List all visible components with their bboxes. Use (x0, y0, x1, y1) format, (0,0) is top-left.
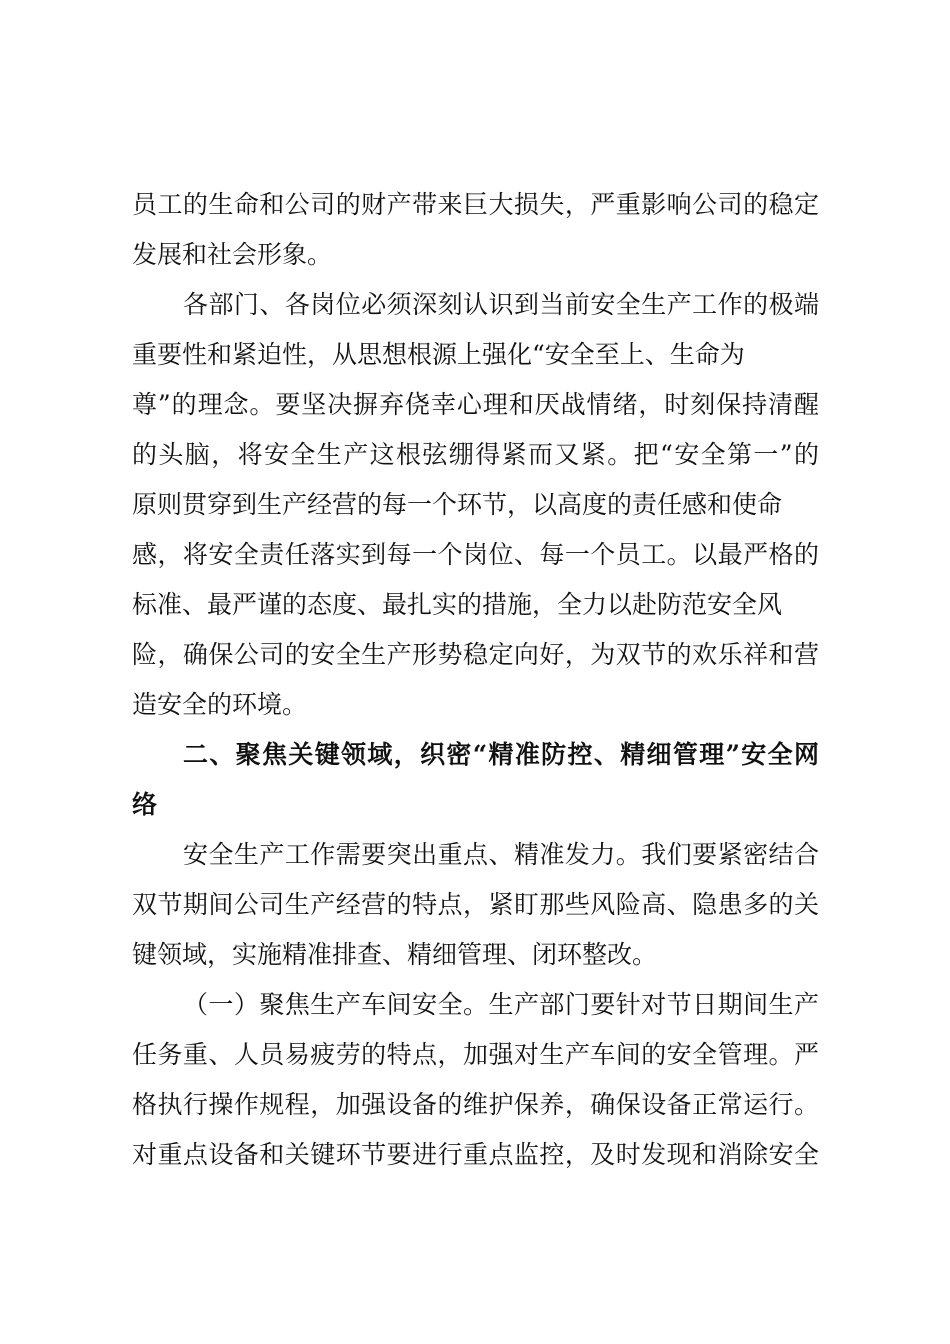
text-line: 员工的生命和公司的财产带来巨大损失，严重影响公司的稳定 (132, 190, 819, 219)
heading-line: 二、聚焦关键领域，织密“精准防控、精细管理”安全网 (183, 740, 819, 769)
text-line: 对重点设备和关键环节要进行重点监控，及时发现和消除安全 (132, 1140, 819, 1169)
text-line: 任务重、人员易疲劳的特点，加强对生产车间的安全管理。严 (132, 1040, 819, 1069)
paragraph (132, 980, 819, 1180)
document-body (132, 180, 819, 1180)
text-line: 原则贯穿到生产经营的每一个环节，以高度的责任感和使命 (132, 490, 783, 519)
heading-line: 络 (132, 790, 158, 819)
paragraph (132, 830, 819, 980)
text-line: 重要性和紧迫性，从思想根源上强化“安全至上、生命为 (132, 340, 745, 369)
text-line: 尊”的理念。要坚决摒弃侥幸心理和厌战情绪，时刻保持清醒 (132, 390, 819, 419)
text-line: 格执行操作规程，加强设备的维护保养，确保设备正常运行。 (132, 1090, 819, 1119)
section-heading (132, 730, 819, 830)
text-line: 的头脑，将安全生产这根弦绷得紧而又紧。把“安全第一”的 (132, 440, 819, 469)
text-line: 感，将安全责任落实到每一个岗位、每一个员工。以最严格的 (132, 540, 819, 569)
text-line: 键领域，实施精准排查、精细管理、闭环整改。 (132, 940, 658, 969)
text-line: 标准、最严谨的态度、最扎实的措施，全力以赴防范安全风 (132, 590, 783, 619)
text-line: 各部门、各岗位必须深刻认识到当前安全生产工作的极端 (183, 290, 819, 319)
paragraph-continuation (132, 180, 819, 280)
text-line: 造安全的环境。 (132, 690, 308, 719)
text-line: 双节期间公司生产经营的特点，紧盯那些风险高、隐患多的关 (132, 890, 819, 919)
text-line: 发展和社会形象。 (132, 240, 333, 269)
text-line: （一）聚焦生产车间安全。生产部门要针对节日期间生产 (183, 990, 819, 1019)
text-line: 险，确保公司的安全生产形势稳定向好，为双节的欢乐祥和营 (132, 640, 819, 669)
text-line: 安全生产工作需要突出重点、精准发力。我们要紧密结合 (183, 840, 819, 869)
paragraph (132, 280, 819, 730)
